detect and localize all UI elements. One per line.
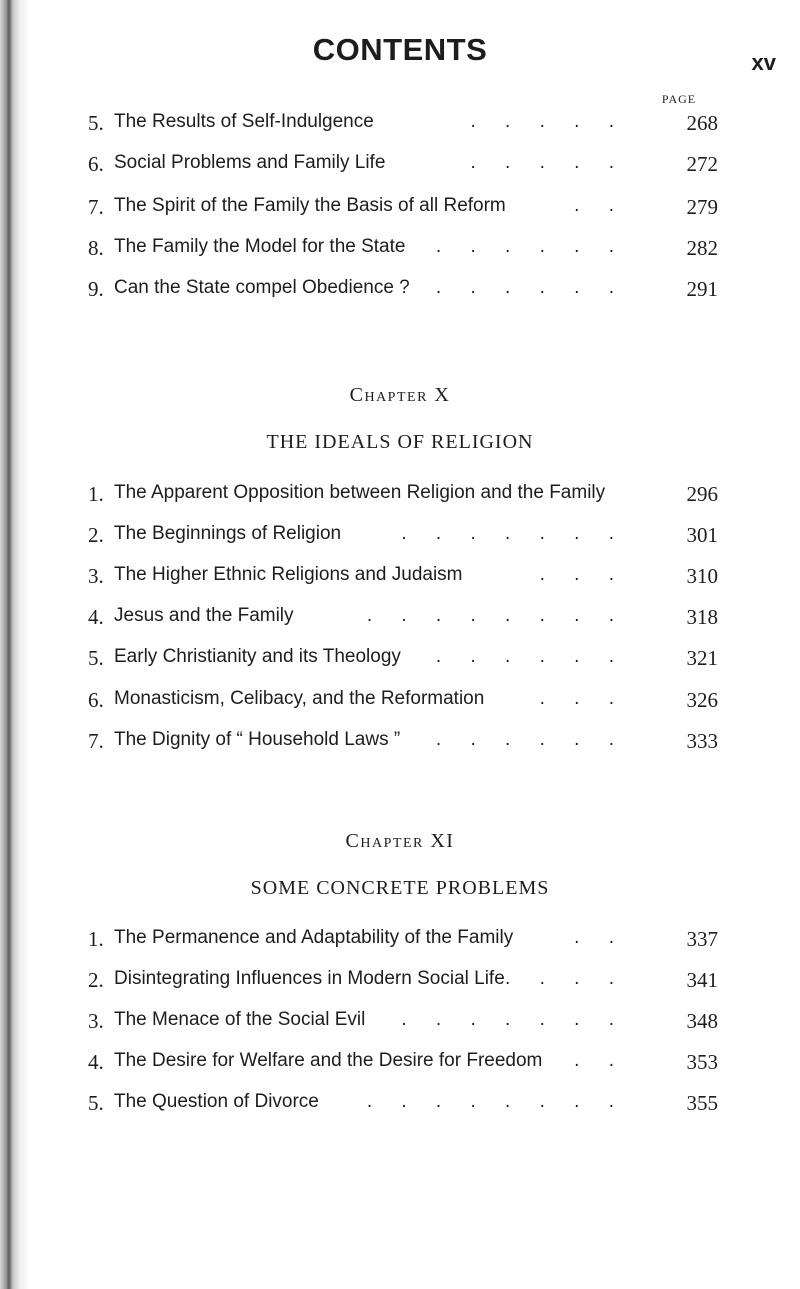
entry-title: The Higher Ethnic Religions and Judaism <box>114 564 463 585</box>
entry-title: Disintegrating Influences in Modern Social Life <box>114 968 505 989</box>
entry-title: The Spirit of the Family the Basis of all Reform <box>114 195 506 216</box>
chapter-title: THE IDEALS OF RELIGION <box>266 431 534 453</box>
toc-entry <box>88 523 718 563</box>
leader-dots: . . . . . . . . <box>366 1091 626 1112</box>
leader-dots: . . . . . . <box>435 277 626 298</box>
leader-dots: . . . . <box>505 968 626 989</box>
leader-dots: . . . . . <box>470 111 626 132</box>
toc-entry <box>88 111 718 151</box>
book-binding-shadow <box>0 0 30 1289</box>
entry-page: 333 <box>686 729 718 753</box>
toc-entry <box>88 605 718 645</box>
entry-title: Monasticism, Celibacy, and the Reformation <box>114 688 485 709</box>
entry-title: The Apparent Opposition between Religion and the Family <box>114 482 606 503</box>
leader-dots: . . <box>574 195 626 216</box>
entry-number: 4. <box>88 1050 104 1074</box>
entry-title: Early Christianity and its Theology <box>114 646 401 667</box>
leader-dots: . . . . . . . . <box>366 605 626 626</box>
entry-title: Jesus and the Family <box>114 605 294 626</box>
toc-entry <box>88 1009 718 1049</box>
toc-entry <box>88 277 718 317</box>
toc-entry <box>88 564 718 604</box>
entry-page: 337 <box>686 927 718 951</box>
entry-page: 355 <box>686 1091 718 1115</box>
page-number: xv <box>751 50 776 75</box>
entry-number: 6. <box>88 688 104 712</box>
toc-entry <box>88 646 718 686</box>
toc-entry <box>88 968 718 1008</box>
toc-entry <box>88 1050 718 1090</box>
entry-number: 5. <box>88 1091 104 1115</box>
entry-number: 2. <box>88 523 104 547</box>
entry-title: The Dignity of “ Household Laws ” <box>114 729 401 750</box>
chapter-label: Chapter X <box>349 384 451 406</box>
leader-dots: . . . . . . . <box>401 1009 626 1030</box>
leader-dots: . . <box>574 927 626 948</box>
entry-title: The Results of Self-Indulgence <box>114 111 374 132</box>
entry-title: The Family the Model for the State <box>114 236 406 257</box>
entry-number: 7. <box>88 195 104 219</box>
leader-dots: . . . <box>539 564 626 585</box>
leader-dots: . . . . . . <box>435 236 626 257</box>
entry-page: 272 <box>686 152 718 176</box>
entry-page: 318 <box>686 605 718 629</box>
entry-page: 291 <box>686 277 718 301</box>
entry-page: 353 <box>686 1050 718 1074</box>
entry-page: 341 <box>686 968 718 992</box>
entry-page: 326 <box>686 688 718 712</box>
leader-dots: . . . . . . . <box>401 523 626 544</box>
entry-title: The Beginnings of Religion <box>114 523 342 544</box>
page-title: CONTENTS <box>312 32 488 67</box>
leader-dots: . . . <box>539 688 626 709</box>
entry-page: 301 <box>686 523 718 547</box>
entry-number: 6. <box>88 152 104 176</box>
leader-dots: . . . . . . <box>435 729 626 750</box>
toc-entry <box>88 927 718 967</box>
toc-entry <box>88 482 718 522</box>
entry-title: Social Problems and Family Life <box>114 152 386 173</box>
page-column-label: PAGE <box>661 92 697 106</box>
entry-number: 7. <box>88 729 104 753</box>
entry-number: 1. <box>88 482 104 506</box>
entry-page: 296 <box>686 482 718 506</box>
entry-number: 1. <box>88 927 104 951</box>
entry-page: 310 <box>686 564 718 588</box>
toc-entry <box>88 236 718 276</box>
running-head <box>0 32 800 75</box>
entry-number: 3. <box>88 1009 104 1033</box>
entry-title: The Menace of the Social Evil <box>114 1009 366 1030</box>
entry-number: 4. <box>88 605 104 629</box>
entry-page: 268 <box>686 111 718 135</box>
chapter-label: Chapter XI <box>345 830 455 852</box>
entry-page: 282 <box>686 236 718 260</box>
leader-dots: . . . . . . <box>435 646 626 667</box>
entry-title: The Desire for Welfare and the Desire for Freedom <box>114 1050 543 1071</box>
entry-page: 321 <box>686 646 718 670</box>
entry-page: 279 <box>686 195 718 219</box>
entry-number: 9. <box>88 277 104 301</box>
entry-title: The Permanence and Adaptability of the Family <box>114 927 514 948</box>
toc-entry <box>88 195 718 235</box>
toc-entry <box>88 152 718 192</box>
toc-entry <box>88 1091 718 1131</box>
toc-entry <box>88 729 718 769</box>
entry-number: 3. <box>88 564 104 588</box>
entry-number: 5. <box>88 646 104 670</box>
entry-number: 5. <box>88 111 104 135</box>
toc-entry <box>88 688 718 728</box>
entry-title: Can the State compel Obedience ? <box>114 277 410 298</box>
chapter-title: SOME CONCRETE PROBLEMS <box>250 877 550 899</box>
entry-page: 348 <box>686 1009 718 1033</box>
leader-dots: . . <box>574 1050 626 1071</box>
leader-dots: . . . . . <box>470 152 626 173</box>
entry-title: The Question of Divorce <box>114 1091 319 1112</box>
entry-number: 2. <box>88 968 104 992</box>
entry-number: 8. <box>88 236 104 260</box>
